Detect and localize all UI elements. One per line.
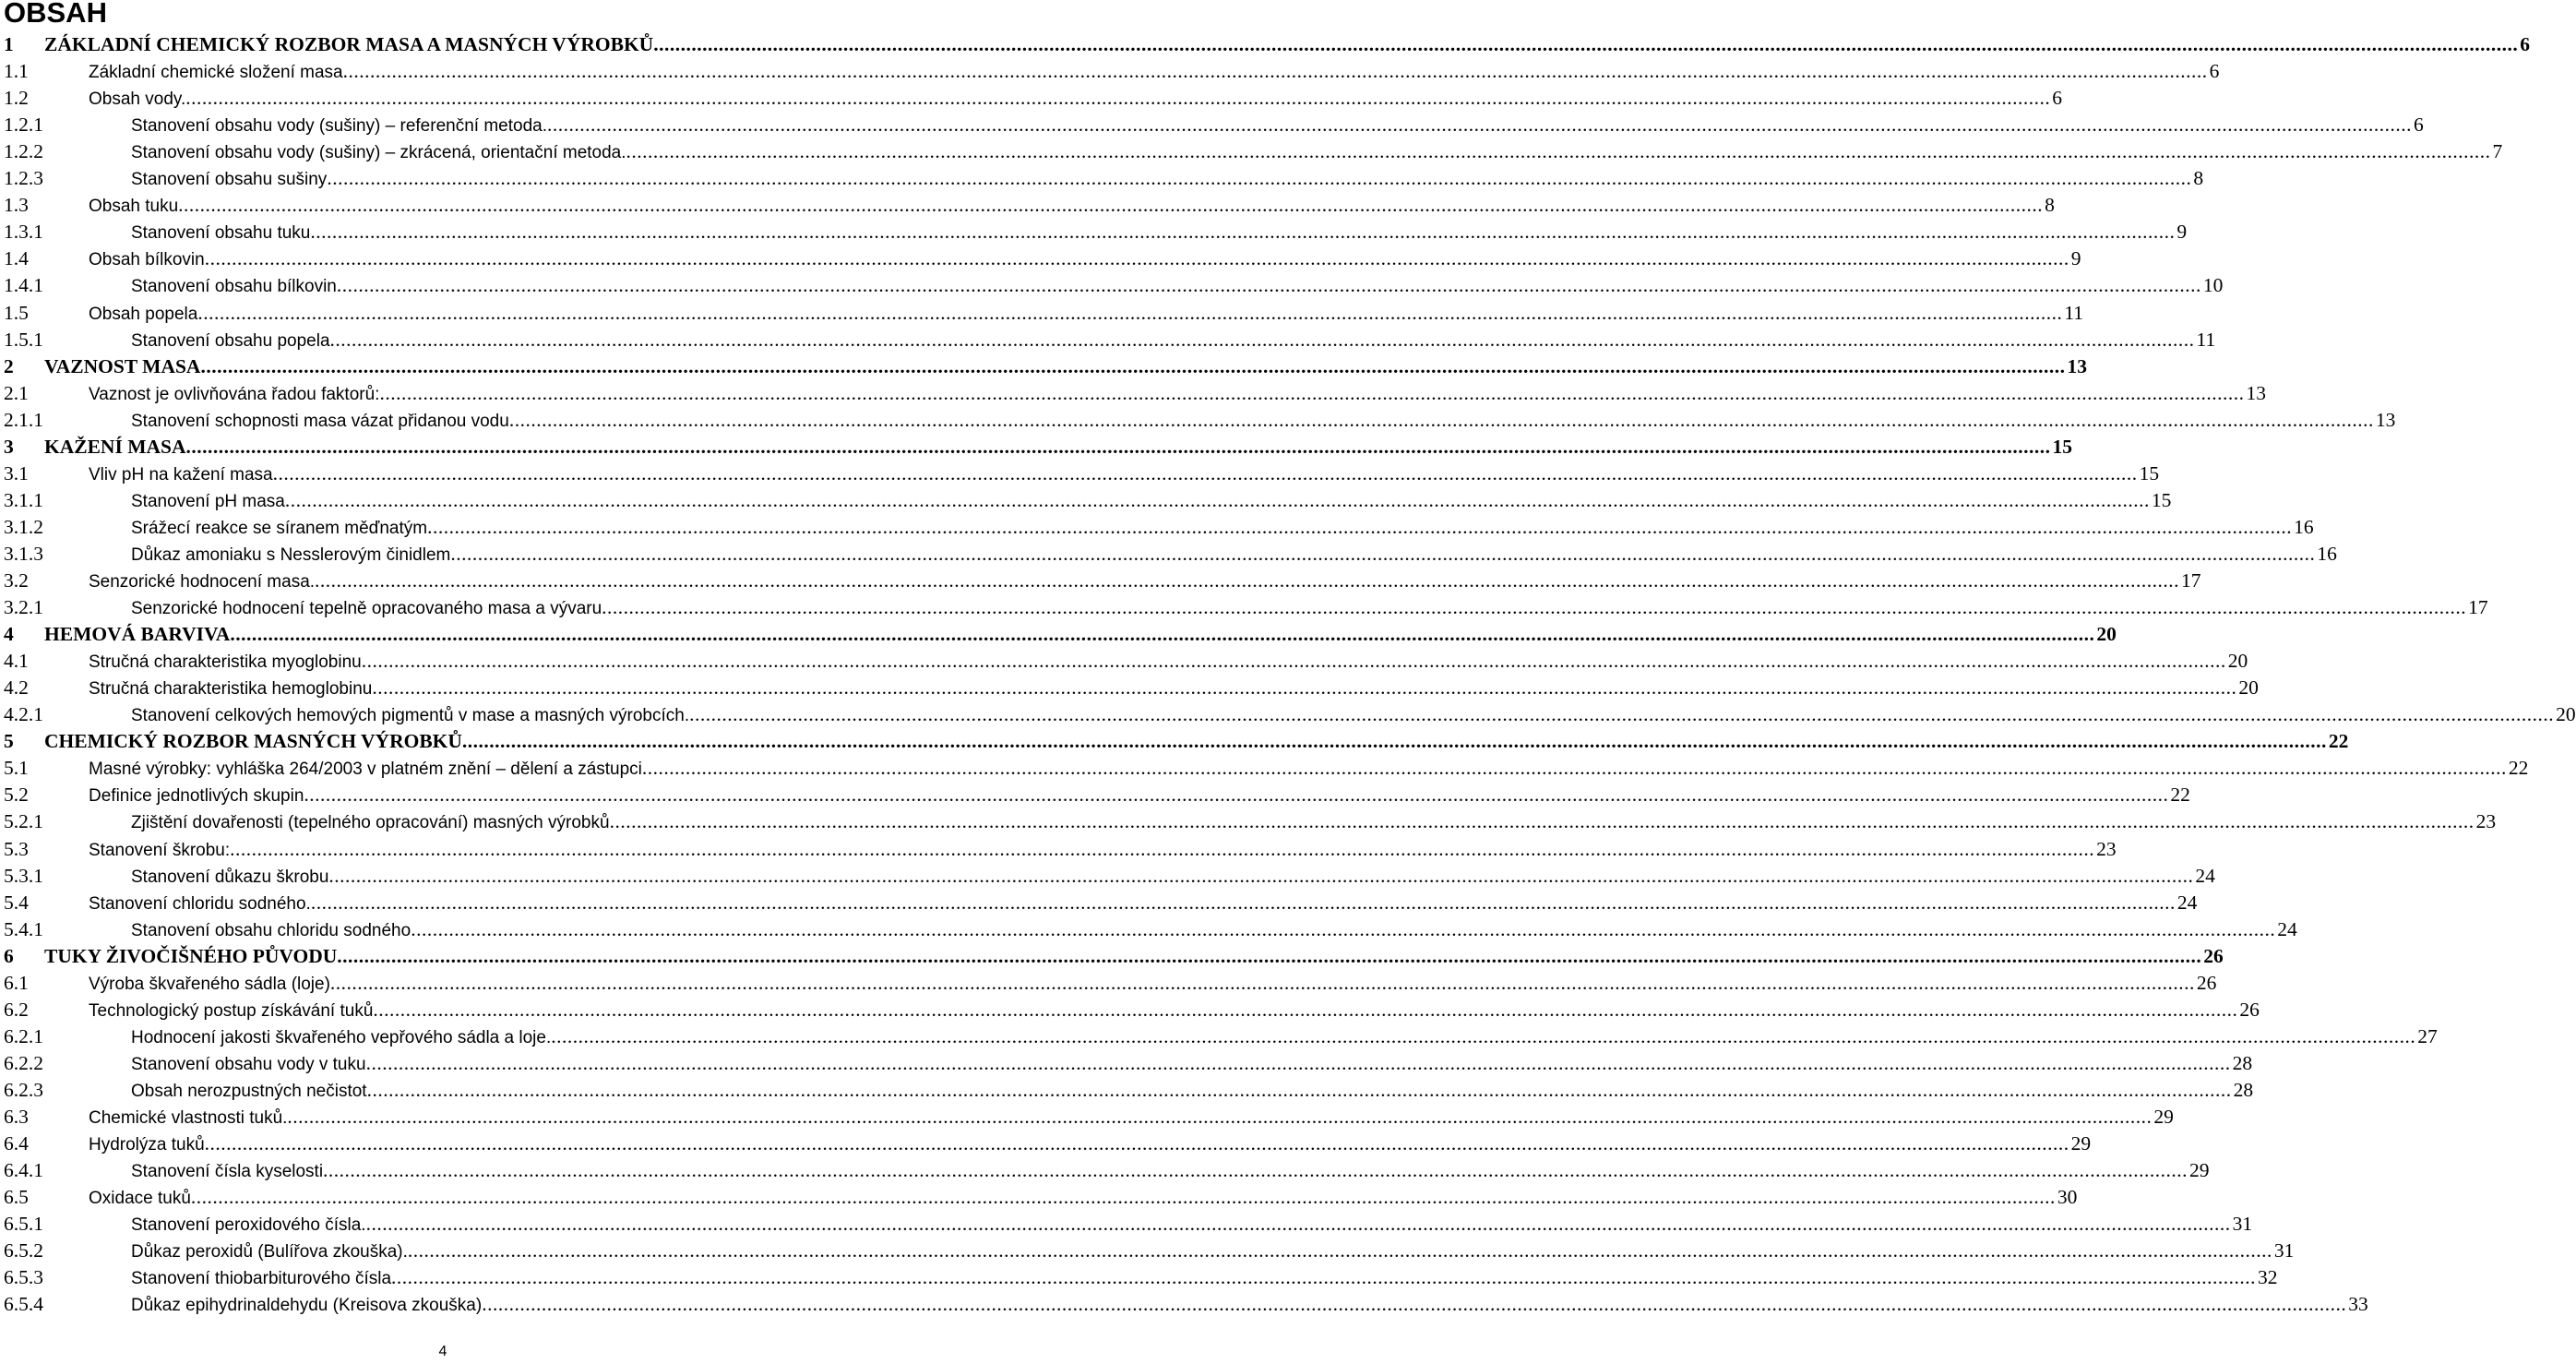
toc-entry[interactable] xyxy=(0,728,2349,755)
toc-entry-page: 29 xyxy=(2189,1159,2210,1182)
toc-entry-number: 4 xyxy=(4,623,14,646)
toc-dot-leader xyxy=(411,916,2275,943)
toc-entry[interactable] xyxy=(0,192,2055,219)
toc-dot-leader xyxy=(551,1023,2415,1050)
toc-entry-number: 6.5.4 xyxy=(4,1293,43,1316)
toc-dot-leader xyxy=(330,327,2195,353)
toc-entry-title: Technologický postup získávání tuků xyxy=(89,1000,374,1021)
toc-entry-page: 33 xyxy=(2348,1293,2368,1316)
toc-entry-number: 3.1.1 xyxy=(4,488,43,511)
toc-entry-number: 3.1.2 xyxy=(4,515,43,538)
toc-entry-title: Definice jednotlivých skupin xyxy=(89,786,304,807)
toc-dot-leader xyxy=(185,85,2050,112)
toc-entry[interactable] xyxy=(0,272,2224,299)
toc-entry-title: Důkaz epihydrinaldehydu (Kreisova zkouška) xyxy=(131,1296,483,1316)
toc-entry-page: 15 xyxy=(2052,435,2073,458)
toc-dot-leader xyxy=(337,272,2201,299)
toc-entry[interactable] xyxy=(0,648,2248,675)
toc-entry[interactable] xyxy=(0,1184,2078,1211)
toc-entry[interactable] xyxy=(0,997,2260,1023)
toc-entry[interactable] xyxy=(0,943,2224,970)
toc-entry-number: 1.5 xyxy=(4,301,29,324)
toc-dot-leader xyxy=(323,1157,2188,1184)
toc-entry-page: 22 xyxy=(2328,730,2349,753)
toc-entry-page: 24 xyxy=(2195,864,2215,887)
toc-dot-leader xyxy=(197,300,2062,327)
toc-entry-number: 1 xyxy=(4,33,14,55)
toc-entry[interactable] xyxy=(0,380,2266,407)
toc-entry[interactable] xyxy=(0,1238,2295,1264)
toc-dot-leader xyxy=(230,836,2094,863)
toc-entry[interactable] xyxy=(0,621,2117,648)
toc-entry[interactable] xyxy=(0,407,2396,434)
toc-entry-number: 4.2.1 xyxy=(4,703,43,726)
toc-entry-number: 6.5.2 xyxy=(4,1239,43,1262)
toc-dot-leader xyxy=(327,165,2191,192)
toc-entry-title: Hydrolýza tuků xyxy=(89,1135,205,1155)
toc-entry-page: 17 xyxy=(2468,596,2488,619)
toc-entry-page: 9 xyxy=(2070,247,2081,270)
toc-entry-title: Obsah tuku xyxy=(89,197,179,217)
toc-entry-page: 6 xyxy=(2413,114,2424,137)
toc-entry[interactable] xyxy=(0,31,2530,58)
toc-dot-leader xyxy=(304,782,2168,808)
toc-dot-leader xyxy=(450,541,2315,568)
toc-entry-page: 26 xyxy=(2203,944,2224,967)
toc-entry-number: 1.2 xyxy=(4,87,29,110)
toc-dot-leader xyxy=(191,1184,2056,1211)
toc-entry[interactable] xyxy=(0,808,2497,835)
toc-dot-leader xyxy=(642,755,2507,782)
toc-entry[interactable] xyxy=(0,514,2314,541)
toc-dot-leader xyxy=(509,407,2374,434)
toc-entry-page: 8 xyxy=(2045,194,2055,217)
toc-entry-number: 3.1.3 xyxy=(4,542,43,565)
toc-entry-page: 20 xyxy=(2096,623,2117,646)
toc-entry-page: 9 xyxy=(2176,221,2188,244)
toc-entry-number: 1.2.3 xyxy=(4,167,43,190)
toc-entry-page: 22 xyxy=(2508,757,2529,780)
toc-dot-leader xyxy=(462,728,2327,755)
toc-entry-page: 13 xyxy=(2246,381,2266,404)
toc-entry[interactable] xyxy=(0,245,2081,272)
toc-entry-title: Zjištění dovařenosti (tepelného opracování) masných výrobků xyxy=(131,813,610,833)
toc-entry-page: 16 xyxy=(2294,515,2314,538)
toc-dot-leader xyxy=(205,1131,2069,1157)
toc-entry-page: 17 xyxy=(2181,569,2201,592)
toc-entry-number: 6.5.3 xyxy=(4,1266,43,1289)
toc-entry-title: Senzorické hodnocení masa. xyxy=(89,572,316,592)
toc-dot-leader xyxy=(602,594,2466,621)
toc-entry-title: ZÁKLADNÍ CHEMICKÝ ROZBOR MASA A MASNÝCH VÝROBKŮ xyxy=(44,33,654,55)
toc-dot-leader xyxy=(367,1077,2232,1104)
toc-entry-title: Stanovení obsahu vody (sušiny) – zkrácená, orientační metoda. xyxy=(131,143,626,163)
toc-entry-title: Stanovení peroxidového čísla. xyxy=(131,1215,366,1236)
toc-entry-page: 20 xyxy=(2238,676,2259,700)
toc-entry[interactable] xyxy=(0,1264,2278,1291)
toc-entry[interactable] xyxy=(0,594,2488,621)
toc-entry-page: 11 xyxy=(2196,328,2216,351)
toc-entry[interactable] xyxy=(0,327,2216,353)
toc-dot-leader xyxy=(427,514,2292,541)
toc-entry-title: Obsah vody. xyxy=(89,90,186,110)
toc-entry[interactable] xyxy=(0,1211,2253,1238)
toc-dot-leader xyxy=(408,1238,2272,1264)
toc-entry-number: 1.4.1 xyxy=(4,274,43,297)
toc-entry-title: Obsah bílkovin xyxy=(89,250,205,270)
toc-entry-number: 6.2.3 xyxy=(4,1078,43,1101)
toc-entry-number: 6.4.1 xyxy=(4,1159,43,1182)
toc-entry-number: 5 xyxy=(4,730,14,753)
toc-entry-page: 24 xyxy=(2277,917,2297,940)
toc-dot-leader xyxy=(330,970,2195,997)
toc-entry-number: 5.2 xyxy=(4,784,29,807)
toc-entry-page: 7 xyxy=(2492,140,2503,163)
toc-entry-page: 27 xyxy=(2417,1024,2438,1047)
toc-dot-leader xyxy=(230,621,2094,648)
toc-entry-title: Stanovení důkazu škrobu xyxy=(131,867,329,887)
toc-entry-number: 5.3 xyxy=(4,837,29,860)
toc-entry-title: Stanovení celkových hemových pigmentů v mase a masných výrobcích. xyxy=(131,706,690,726)
toc-entry-number: 5.4 xyxy=(4,891,29,914)
toc-entry-page: 32 xyxy=(2258,1266,2278,1289)
toc-entry-page: 13 xyxy=(2375,408,2396,431)
toc-entry-number: 3 xyxy=(4,435,14,458)
toc-entry-title: Hodnocení jakosti škvařeného vepřového sádla a loje. xyxy=(131,1027,552,1047)
toc-entry-number: 5.1 xyxy=(4,757,29,780)
toc-dot-leader xyxy=(610,808,2475,835)
toc-entry-title: Stanovení obsahu chloridu sodného xyxy=(131,920,411,940)
toc-entry-page: 28 xyxy=(2233,1078,2254,1101)
toc-entry-number: 1.4 xyxy=(4,247,29,270)
toc-entry-number: 6.5 xyxy=(4,1186,29,1209)
toc-entry[interactable] xyxy=(0,165,2204,192)
toc-entry-title: Stanovení pH masa xyxy=(131,491,285,511)
toc-entry-title: Stanovení obsahu sušiny xyxy=(131,170,328,190)
toc-entry-number: 1.3.1 xyxy=(4,221,43,244)
toc-entry[interactable] xyxy=(0,541,2337,568)
toc-entry-title: Stanovení škrobu: xyxy=(89,840,231,860)
toc-entry-page: 23 xyxy=(2475,810,2497,833)
toc-entry-number: 5.3.1 xyxy=(4,864,43,887)
toc-entry-page: 10 xyxy=(2202,274,2224,297)
toc-entry-page: 20 xyxy=(2556,703,2576,726)
toc-entry[interactable] xyxy=(0,1131,2092,1157)
toc-entry[interactable] xyxy=(0,568,2201,594)
toc-entry-page: 28 xyxy=(2232,1051,2253,1074)
toc-entry-page: 15 xyxy=(2151,488,2172,511)
toc-entry-number: 1.2.1 xyxy=(4,114,43,137)
toc-entry[interactable] xyxy=(0,138,2503,165)
toc-entry[interactable] xyxy=(0,1023,2438,1050)
page-number: 4 xyxy=(438,1344,447,1359)
toc-entry-number: 6.2 xyxy=(4,998,29,1021)
toc-entry-title: Základní chemické složení masa xyxy=(89,63,343,83)
toc-dot-leader xyxy=(653,31,2518,58)
toc-entry[interactable] xyxy=(0,755,2529,782)
toc-dot-leader xyxy=(205,245,2069,272)
toc-dot-leader xyxy=(373,997,2237,1023)
toc-dot-leader xyxy=(626,138,2491,165)
toc-entry-page: 8 xyxy=(2193,167,2204,190)
toc-dot-leader xyxy=(482,1291,2346,1318)
toc-entry-number: 6 xyxy=(4,944,14,967)
toc-dot-leader xyxy=(379,380,2244,407)
toc-dot-leader xyxy=(391,1264,2256,1291)
toc-entry-page: 26 xyxy=(2239,998,2260,1021)
toc-entry-title: Stanovení schopnosti masa vázat přidanou vodu xyxy=(131,411,509,431)
toc-entry[interactable] xyxy=(0,782,2190,808)
toc-entry[interactable] xyxy=(0,701,2576,728)
toc-entry-number: 1.5.1 xyxy=(4,328,43,351)
toc-entry[interactable] xyxy=(0,836,2117,863)
toc-entry-title: Stručná charakteristika hemoglobinu xyxy=(89,679,373,700)
toc-entry[interactable] xyxy=(0,487,2172,514)
toc-entry[interactable] xyxy=(0,863,2215,890)
toc-entry-page: 29 xyxy=(2153,1106,2174,1128)
page-title: OBSAH xyxy=(4,0,107,29)
toc-entry-number: 6.4 xyxy=(4,1132,29,1155)
toc-entry-page: 6 xyxy=(2052,87,2063,110)
toc-entry-page: 16 xyxy=(2317,542,2337,565)
toc-dot-leader xyxy=(285,487,2150,514)
toc-entry-title: VAZNOST MASA xyxy=(44,354,201,377)
toc-entry[interactable] xyxy=(0,219,2188,245)
toc-entry-page: 24 xyxy=(2176,891,2198,914)
toc-entry-title: Srážecí reakce se síranem měďnatým xyxy=(131,518,428,538)
toc-entry[interactable] xyxy=(0,1157,2210,1184)
toc-entry-title: Chemické vlastnosti tuků. xyxy=(89,1108,288,1128)
toc-dot-leader xyxy=(311,890,2176,916)
toc-entry-page: 15 xyxy=(2139,461,2160,485)
toc-dot-leader xyxy=(689,701,2554,728)
toc-entry-title: Stanovení obsahu popela xyxy=(131,330,330,351)
toc-entry-title: HEMOVÁ BARVIVA xyxy=(44,623,231,646)
toc-entry[interactable] xyxy=(0,890,2198,916)
toc-entry-title: Důkaz peroxidů (Bulířova zkouška). xyxy=(131,1242,408,1262)
toc-entry-title: TUKY ŽIVOČIŠNÉHO PŮVODU xyxy=(44,944,338,967)
toc-entry[interactable] xyxy=(0,1291,2368,1318)
toc-entry-title: Stanovení chloridu sodného. xyxy=(89,893,311,914)
toc-entry-page: 6 xyxy=(2209,60,2220,83)
toc-entry-number: 5.4.1 xyxy=(4,917,43,940)
toc-entry-number: 3.2 xyxy=(4,569,29,592)
toc-entry-title: Stanovení obsahu vody (sušiny) – referenční metoda. xyxy=(131,116,547,137)
toc-entry-number: 4.1 xyxy=(4,650,29,673)
toc-entry-title: Vaznost je ovlivňována řadou faktorů: xyxy=(89,384,380,404)
toc-entry-number: 6.2.2 xyxy=(4,1051,43,1074)
toc-entry-page: 30 xyxy=(2057,1186,2078,1209)
toc-entry-page: 13 xyxy=(2067,354,2087,377)
toc-entry-number: 6.3 xyxy=(4,1106,29,1128)
toc-entry-number: 6.5.1 xyxy=(4,1213,43,1236)
toc-entry-page: 31 xyxy=(2232,1213,2253,1236)
toc-entry-number: 3.1 xyxy=(4,461,29,485)
toc-entry[interactable] xyxy=(0,1077,2254,1104)
toc-entry-title: Senzorické hodnocení tepelně opracovaného masa a vývaru xyxy=(131,599,602,619)
toc-entry-number: 2.1 xyxy=(4,381,29,404)
toc-entry-title: Obsah nerozpustných nečistot xyxy=(131,1081,367,1101)
toc-entry-title: Oxidace tuků xyxy=(89,1189,191,1209)
toc-entry[interactable] xyxy=(0,461,2160,487)
toc-entry-number: 2.1.1 xyxy=(4,408,43,431)
toc-entry-title: Masné výrobky: vyhláška 264/2003 v platném znění – dělení a zástupci xyxy=(89,760,642,780)
toc-entry[interactable] xyxy=(0,112,2424,138)
toc-entry-title: Stručná charakteristika myoglobinu xyxy=(89,652,362,673)
toc-entry-title: Důkaz amoniaku s Nesslerovým činidlem xyxy=(131,544,451,565)
toc-entry-page: 26 xyxy=(2196,971,2217,994)
toc-entry-page: 6 xyxy=(2520,33,2530,55)
toc-dot-leader xyxy=(287,1104,2152,1131)
toc-entry-number: 1.3 xyxy=(4,194,29,217)
toc-dot-leader xyxy=(178,192,2043,219)
toc-entry-title: CHEMICKÝ ROZBOR MASNÝCH VÝROBKŮ xyxy=(44,730,462,753)
toc-dot-leader xyxy=(273,461,2138,487)
toc-dot-leader xyxy=(372,675,2236,701)
toc-entry[interactable] xyxy=(0,675,2259,701)
toc-entry[interactable] xyxy=(0,58,2220,85)
toc-entry[interactable] xyxy=(0,970,2217,997)
toc-entry-number: 4.2 xyxy=(4,676,29,700)
toc-entry[interactable] xyxy=(0,300,2084,327)
toc-dot-leader xyxy=(200,353,2065,380)
toc-entry-title: Obsah popela xyxy=(89,304,198,324)
toc-entry-page: 31 xyxy=(2273,1239,2295,1262)
toc-entry[interactable] xyxy=(0,1104,2174,1131)
toc-entry-number: 1.2.2 xyxy=(4,140,43,163)
toc-entry-page: 22 xyxy=(2170,784,2190,807)
toc-entry-title: Stanovení thiobarbiturového čísla xyxy=(131,1269,392,1289)
toc-entry-number: 3.2.1 xyxy=(4,596,43,619)
toc-entry-number: 6.1 xyxy=(4,971,29,994)
toc-dot-leader xyxy=(366,1050,2231,1077)
toc-entry-number: 1.1 xyxy=(4,60,29,83)
toc-dot-leader xyxy=(547,112,2412,138)
toc-entry-page: 23 xyxy=(2096,837,2117,860)
toc-dot-leader xyxy=(315,568,2179,594)
toc-dot-leader xyxy=(362,648,2226,675)
toc-entry[interactable] xyxy=(0,85,2063,112)
toc-entry-number: 6.2.1 xyxy=(4,1024,43,1047)
toc-dot-leader xyxy=(343,58,2208,85)
toc-entry[interactable] xyxy=(0,916,2297,943)
toc-entry-title: Stanovení čísla kyselosti xyxy=(131,1162,324,1182)
toc-dot-leader xyxy=(366,1211,2231,1238)
toc-entry-number: 2 xyxy=(4,354,14,377)
toc-entry-page: 11 xyxy=(2064,301,2084,324)
toc-dot-leader xyxy=(328,863,2193,890)
toc-dot-leader xyxy=(337,943,2201,970)
toc-dot-leader xyxy=(186,434,2051,461)
toc-entry[interactable] xyxy=(0,1050,2253,1077)
toc-entry-page: 29 xyxy=(2070,1132,2092,1155)
toc-entry-title: Výroba škvařeného sádla (loje) xyxy=(89,974,330,994)
toc-entry[interactable] xyxy=(0,353,2087,380)
toc-entry-title: Stanovení obsahu bílkovin xyxy=(131,277,337,297)
toc-entry-title: Vliv pH na kažení masa xyxy=(89,464,273,485)
toc-entry[interactable] xyxy=(0,434,2073,461)
toc-dot-leader xyxy=(310,219,2175,245)
toc-entry-title: Stanovení obsahu vody v tuku xyxy=(131,1054,366,1074)
toc-entry-title: Stanovení obsahu tuku xyxy=(131,223,311,244)
toc-entry-number: 5.2.1 xyxy=(4,810,43,833)
toc-entry-title: KAŽENÍ MASA xyxy=(44,435,186,458)
toc-entry-page: 20 xyxy=(2227,650,2248,673)
